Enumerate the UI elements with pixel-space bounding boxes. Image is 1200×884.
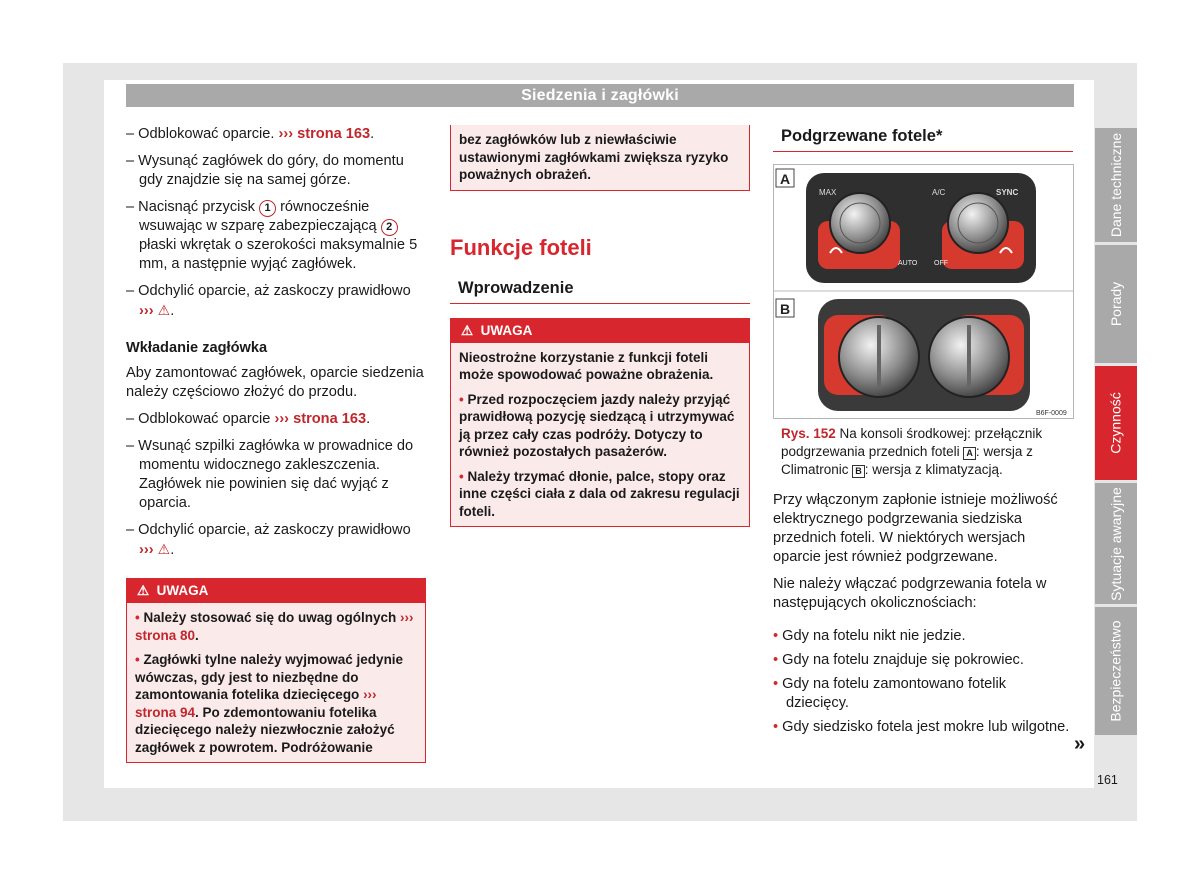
warning-body: bez zagłówków lub z niewłaściwie ustawionymi zagłówkami zwiększa ryzyko poważnych obrażeń. xyxy=(451,125,749,190)
bullet-dot: • xyxy=(459,468,464,484)
list-item: – Nacisnąć przycisk 1 równocześnie wsuwając w szparę zabezpieczającą 2 płaski wkrętak o szerokości maksymalnie 5 mm, a następnie wyjąć zagłówek. xyxy=(126,199,418,272)
bullet-dot: • xyxy=(459,391,464,407)
figure-climate-controls xyxy=(773,164,1074,419)
tab-porady[interactable]: Porady xyxy=(1095,245,1137,363)
warning-icon: ⚠ xyxy=(137,583,150,598)
svg-text:OFF: OFF xyxy=(934,260,948,267)
page-link[interactable]: ››› strona 163 xyxy=(278,126,371,142)
tab-sytuacje-awaryjne[interactable]: Sytuacje awaryjne xyxy=(1095,483,1137,604)
knob-right-a xyxy=(948,193,1008,253)
bullet-dot: • xyxy=(135,610,140,625)
warning-box-continued xyxy=(450,125,750,191)
chapter-title: Funkcje foteli xyxy=(450,234,592,260)
warning-box xyxy=(450,318,750,528)
svg-text:SYNC: SYNC xyxy=(996,188,1019,197)
warning-box xyxy=(126,578,426,763)
warning-triangle-icon: ⚠ xyxy=(157,302,171,318)
column-3 xyxy=(773,125,1073,742)
paragraph: Przy włączonym zapłonie istnieje możliwość elektrycznego podgrzewania siedziska przednich foteli. W niektórych wersjach oparcie jest również podgrzewane. xyxy=(773,492,1058,565)
list-item: – Wysunąć zagłówek do góry, do momentu gdy znajdzie się na samej górze. xyxy=(126,153,404,188)
section-heading: Podgrzewane fotele* xyxy=(773,125,1073,152)
figure-caption: Rys. 152 Na konsoli środkowej: przełącznik podgrzewania przednich foteli A : wersja z Climatronic B : wersja z klimatyzacją. xyxy=(781,426,1043,477)
tab-bezpieczenstwo[interactable]: Bezpieczeństwo xyxy=(1095,607,1137,735)
warning-icon: ⚠ xyxy=(461,322,474,338)
warning-header: ⚠ UWAGA xyxy=(127,579,425,603)
paragraph: Nie należy włączać podgrzewania fotela w następujących okolicznościach: xyxy=(773,576,1047,611)
tab-dane-techniczne[interactable]: Dane techniczne xyxy=(1095,128,1137,242)
list-item: • Gdy na fotelu nikt nie jedzie. xyxy=(773,628,966,644)
figure-code: B6F-0009 xyxy=(1036,410,1067,417)
warning-link[interactable]: ››› xyxy=(139,303,154,319)
subheading: Wkładanie zagłówka xyxy=(126,340,268,356)
warning-header: ⚠ UWAGA xyxy=(451,319,749,343)
column-2 xyxy=(450,125,750,527)
list-item: – Odchylić oparcie, aż zaskoczy prawidłowo ››› ⚠. xyxy=(126,522,411,558)
list-item: – Odchylić oparcie, aż zaskoczy prawidłowo ››› ⚠. xyxy=(126,283,411,319)
warning-body: Nieostrożne korzystanie z funkcji foteli może spowodować poważne obrażenia. • Przed rozpoczęciem jazdy należy przyjąć prawidłową pozycję siedzącą i utrzymywać ją przez cały czas podróży. Dotyczy to również pozostałych pasażerów. • Należy trzymać dłonie, palce, stopy oraz inne części ciała z dala od zakresu regulacji foteli. xyxy=(451,343,749,527)
list-item: – Odblokować oparcie. ››› strona 163. xyxy=(126,126,375,142)
continue-mark: » xyxy=(1074,733,1086,755)
page-link[interactable]: ››› strona 94 xyxy=(135,687,377,720)
knob-left-a xyxy=(830,193,890,253)
warning-triangle-icon: ⚠ xyxy=(157,541,171,557)
warning-link[interactable]: ››› xyxy=(139,542,154,558)
list-item: • Gdy siedzisko fotela jest mokre lub wilgotne. xyxy=(773,719,1070,735)
callout-number: 1 xyxy=(259,200,276,217)
bullet-dot: • xyxy=(135,652,140,667)
page-link[interactable]: ››› strona 163 xyxy=(274,411,367,427)
callout-number: 2 xyxy=(381,219,398,236)
svg-text:A/C: A/C xyxy=(932,188,946,197)
list-item: • Gdy na fotelu zamontowano fotelik dziecięcy. xyxy=(773,676,1007,711)
svg-text:AUTO: AUTO xyxy=(898,260,918,267)
list-item: – Odblokować oparcie ››› strona 163. xyxy=(126,411,371,427)
paragraph: Aby zamontować zagłówek, oparcie siedzenia należy częściowo złożyć do przodu. xyxy=(126,365,424,400)
list-item: – Wsunąć szpilki zagłówka w prowadnice do momentu widocznego zakleszczenia. Zagłówek nie powinien się dać wyjąć z oparcia. xyxy=(126,438,414,511)
column-1 xyxy=(126,125,426,763)
tab-czynnosc[interactable]: Czynność xyxy=(1095,366,1137,480)
label-b: B xyxy=(780,301,791,317)
section-heading: Wprowadzenie xyxy=(450,277,750,304)
console-illustration xyxy=(774,165,1073,418)
label-a: A xyxy=(780,171,791,187)
chapter-tabs xyxy=(1095,128,1137,738)
warning-body: • Należy stosować się do uwag ogólnych ››› strona 80. • Zagłówki tylne należy wyjmować jedynie wówczas, gdy jest to niezbędne do zamontowania fotelika dziecięcego ››› strona 94. Po zdemontowaniu fotelika dziecięcego należy niezwłocznie założyć zagłówek z powrotem. Podróżowanie xyxy=(127,603,425,762)
running-header: Siedzenia i zagłówki xyxy=(126,84,1074,107)
page-number: 161 xyxy=(1097,773,1118,787)
list-item: • Gdy na fotelu znajduje się pokrowiec. xyxy=(773,652,1024,668)
page-link[interactable]: ››› strona 80 xyxy=(135,610,414,643)
svg-text:MAX: MAX xyxy=(819,188,837,197)
